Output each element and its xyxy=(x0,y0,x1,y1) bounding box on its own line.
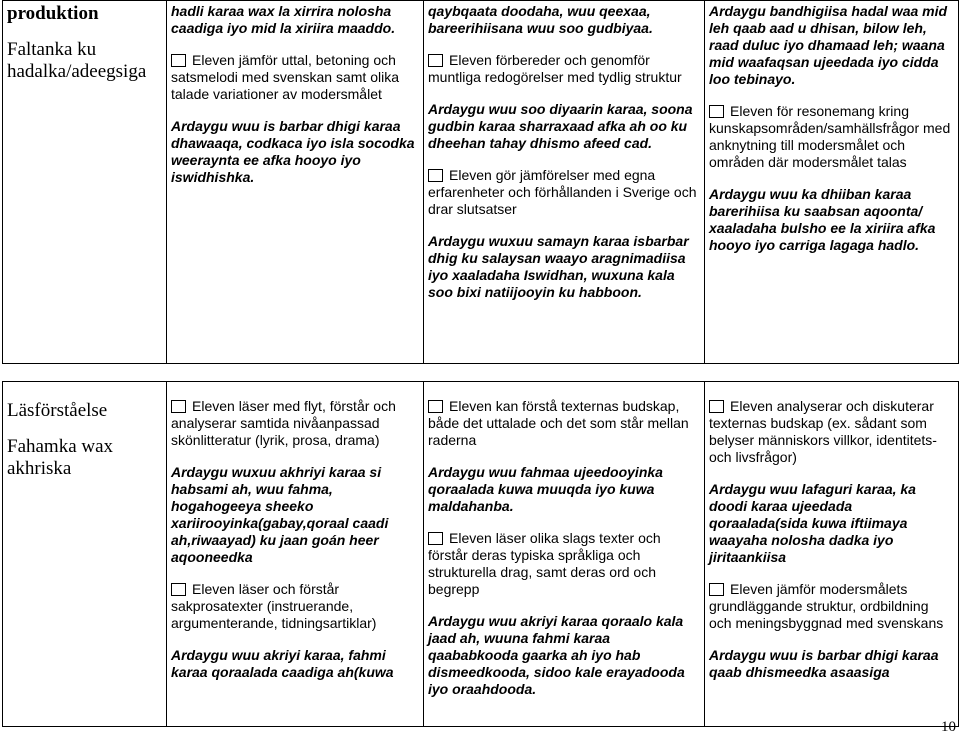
section-label-so: Fahamka wax akhriska xyxy=(7,436,114,479)
criterion-swedish-text: Eleven för resonemang kring kunskapsområden/samhällsfrågor med anknytning till modersmålet och områden där modersmålet talas xyxy=(709,103,951,170)
criteria-cell xyxy=(424,1,705,364)
criteria-cell xyxy=(167,1,424,364)
criterion-item xyxy=(171,581,419,632)
criterion-item xyxy=(428,530,700,598)
checkbox[interactable] xyxy=(171,400,186,413)
criterion-swedish-text: Eleven kan förstå texternas budskap, både det uttalade och det som står mellan raderna xyxy=(428,398,689,448)
criterion-somali-text: Ardaygu wuu is barbar dhigi karaa qaab dhismeedka asaasiga xyxy=(709,647,939,680)
checkbox[interactable] xyxy=(171,54,186,67)
section-label-sv: Läsförståelse xyxy=(7,400,108,421)
criterion-somali-text: Ardaygu wuu akriyi karaa, fahmi karaa qoraalada caadiga ah(kuwa xyxy=(171,647,394,680)
criterion-item xyxy=(428,167,700,218)
checkbox[interactable] xyxy=(428,54,443,67)
criteria-cell xyxy=(167,382,424,727)
criterion-somali-text: Ardaygu wuu fahmaa ujeedooyinka qoraalada kuwa muuqda iyo kuwa maldahanba. xyxy=(428,464,663,514)
criterion-item xyxy=(428,52,700,86)
section-label-cell xyxy=(3,1,167,364)
criterion-item xyxy=(171,52,419,103)
checkbox[interactable] xyxy=(709,583,724,596)
criteria-cell xyxy=(424,382,705,727)
criterion-somali-text: Ardaygu bandhigiisa hadal waa mid leh qaab aad u dhisan, bilow leh, raad duluc iyo dhamaad leh; waana mid waafaqsan ujeedada iyo cidda loo tebinayo. xyxy=(709,3,948,87)
criterion-swedish-text: Eleven förbereder och genomför muntliga redogörelser med tydlig struktur xyxy=(428,52,682,85)
criterion-swedish-text: Eleven gör jämförelser med egna erfarenheter och förhållanden i Sverige och drar slutsatser xyxy=(428,167,697,217)
section-produktion xyxy=(3,1,959,364)
criterion-somali-text: Ardaygu wuu lafaguri karaa, ka doodi karaa ujeedada qoraalada(sida kuwa iftiimaya waayaha nolosha dadka iyo jiritaankiisa xyxy=(709,481,916,565)
criterion-somali-text: Ardaygu wuu is barbar dhigi karaa dhawaaqa, codkaca iyo isla socodka weeraynta ee afka hooyo iyo iswidhishka. xyxy=(171,118,415,185)
section-label-so: Faltanka ku hadalka/adeegsiga xyxy=(7,39,147,82)
criterion-swedish-text: Eleven analyserar och diskuterar texternas budskap (ex. sådant som belyser människors villkor, identitets- och livsfrågor) xyxy=(709,398,937,465)
criterion-somali-text: Ardaygu wuu soo diyaarin karaa, soona gudbin karaa sharraxaad afka ah oo ku dheehan tahay dhismo afeed cad. xyxy=(428,101,693,151)
criterion-item xyxy=(709,103,954,171)
criterion-somali-text: Ardaygu wuu akriyi karaa qoraalo kala jaad ah, wuuna fahmi karaa qaababkooda gaarka ah iyo hab dismeedkooda, sidoo kale erayadooda iyo oraahdooda. xyxy=(428,613,685,697)
page-number: 10 xyxy=(941,719,956,735)
criterion-somali-text: Ardaygu wuxuu samayn karaa isbarbar dhig ku salaysan waayo aragnimadiisa iyo xaaladaha Iswidhan, wuxuna kala soo bixi natiijooyin ku habboon. xyxy=(428,233,689,300)
criterion-somali-text: Ardaygu wuu ka dhiiban karaa barerihiisa ku saabsan aqoonta/ xaaladaha bulsho ee la xiriira afka hooyo iyo carriga lagaga hadlo. xyxy=(709,186,936,253)
checkbox[interactable] xyxy=(428,400,443,413)
criterion-swedish-text: Eleven jämför modersmålets grundläggande struktur, ordbildning och meningsbyggnad med svenskans xyxy=(709,581,944,631)
criterion-somali-text: Ardaygu wuxuu akhriyi karaa si habsami ah, wuu fahma, hogahogeeya sheeko xariirooyinka(gabay,qoraal caadi ah,riwaayad) ku jaan goán heer aqooneedka xyxy=(171,464,389,565)
criterion-item xyxy=(171,398,419,449)
criterion-somali-text: hadli karaa wax la xirrira nolosha caadiga iyo mid la xiriira maaddo. xyxy=(171,3,396,36)
criterion-item xyxy=(709,581,954,632)
criterion-swedish-text: Eleven läser olika slags texter och förstår deras typiska språkliga och strukturella drag, samt deras ord och begrepp xyxy=(428,530,661,597)
criterion-swedish-text: Eleven läser och förstår sakprosatexter (instruerande, argumenterande, tidningsartiklar) xyxy=(171,581,377,631)
criterion-swedish-text: Eleven jämför uttal, betoning och satsmelodi med svenskan samt olika talade variationer av modersmålet xyxy=(171,52,399,102)
criterion-somali-text: qaybqaata doodaha, wuu qeexaa, bareerihiisana wuu soo gudbiyaa. xyxy=(428,3,653,36)
criterion-swedish-text: Eleven läser med flyt, förstår och analyserar samtida nivåanpassad skönlitteratur (lyrik, prosa, drama) xyxy=(171,398,396,448)
table-gap xyxy=(3,364,959,382)
criteria-cell xyxy=(705,1,959,364)
criterion-item xyxy=(709,398,954,466)
checkbox[interactable] xyxy=(709,400,724,413)
section-lasforstaelse xyxy=(3,382,959,727)
checkbox[interactable] xyxy=(428,169,443,182)
section-label-sv: produktion xyxy=(7,3,99,24)
checkbox[interactable] xyxy=(709,105,724,118)
criteria-table xyxy=(2,0,959,727)
criteria-cell xyxy=(705,382,959,727)
checkbox[interactable] xyxy=(428,532,443,545)
checkbox[interactable] xyxy=(171,583,186,596)
section-label-cell xyxy=(3,382,167,727)
criterion-item xyxy=(428,398,700,449)
